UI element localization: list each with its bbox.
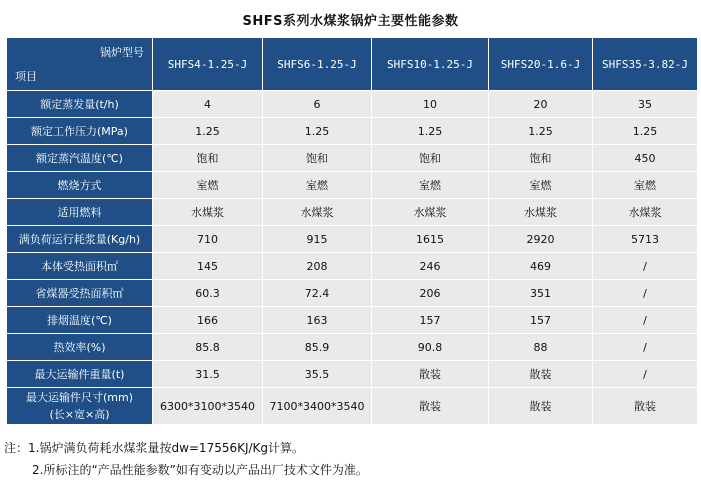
value-cell: 85.8 [153,334,263,361]
value-cell: 6300*3100*3540 [153,388,263,425]
table-row [7,253,698,280]
value-cell: 72.4 [263,280,372,307]
row-label-secondary: (长×宽×高) [49,408,110,421]
row-label-cell: 省煤器受热面积㎡ [7,280,153,307]
table-row [7,388,698,425]
value-cell: 20 [489,91,593,118]
table-row [7,199,698,226]
value-cell: 水煤浆 [489,199,593,226]
value-cell: 163 [263,307,372,334]
value-cell: 散装 [489,361,593,388]
value-cell: 饱和 [263,145,372,172]
row-label-cell: 满负荷运行耗浆量(Kg/h) [7,226,153,253]
value-cell: 1.25 [372,118,489,145]
row-label-cell: 额定蒸发量(t/h) [7,91,153,118]
value-cell: 88 [489,334,593,361]
model-header-5: SHFS35-3.82-J [593,38,698,91]
value-cell: 469 [489,253,593,280]
note-2: 2.所标注的“产品性能参数”如有变动以产品出厂技术文件为准。 [32,463,368,477]
table-row [7,118,698,145]
value-cell: 35 [593,91,698,118]
table-row [7,145,698,172]
row-label-cell [7,388,153,425]
value-cell: 室燃 [153,172,263,199]
model-header-2: SHFS6-1.25-J [263,38,372,91]
value-cell: 室燃 [372,172,489,199]
value-cell: 915 [263,226,372,253]
item-header-label: 项目 [15,70,37,83]
value-cell: 710 [153,226,263,253]
value-cell: 206 [372,280,489,307]
row-label-cell: 额定蒸汽温度(℃) [7,145,153,172]
model-header-label: 锅炉型号 [100,46,144,59]
value-cell: 室燃 [593,172,698,199]
value-cell: 散装 [372,388,489,425]
row-label-cell: 燃烧方式 [7,172,153,199]
value-cell: / [593,307,698,334]
row-label-cell: 适用燃料 [7,199,153,226]
value-cell: 351 [489,280,593,307]
value-cell: 散装 [489,388,593,425]
value-cell: 水煤浆 [593,199,698,226]
value-cell: / [593,280,698,307]
value-cell: 6 [263,91,372,118]
value-cell: / [593,361,698,388]
value-cell: 246 [372,253,489,280]
value-cell: 1.25 [489,118,593,145]
value-cell: 饱和 [372,145,489,172]
value-cell: 1.25 [263,118,372,145]
table-row [7,172,698,199]
value-cell: 室燃 [263,172,372,199]
value-cell: 水煤浆 [263,199,372,226]
value-cell: 145 [153,253,263,280]
value-cell: 60.3 [153,280,263,307]
page-title: SHFS系列水煤浆锅炉主要性能参数 [242,14,459,29]
value-cell: 1615 [372,226,489,253]
value-cell: 450 [593,145,698,172]
value-cell: 室燃 [489,172,593,199]
value-cell: 157 [489,307,593,334]
note-1: 注：1.锅炉满负荷耗水煤浆量按dw=17556KJ/Kg计算。 [4,441,305,455]
value-cell: 166 [153,307,263,334]
value-cell: 饱和 [153,145,263,172]
model-header-1: SHFS4-1.25-J [153,38,263,91]
table-row [7,280,698,307]
value-cell: 85.9 [263,334,372,361]
row-label-cell: 最大运输件重量(t) [7,361,153,388]
value-cell: 2920 [489,226,593,253]
header-row [7,38,698,91]
model-header-4: SHFS20-1.6-J [489,38,593,91]
table-row [7,334,698,361]
value-cell: 水煤浆 [153,199,263,226]
parameters-table [6,37,698,425]
value-cell: / [593,253,698,280]
row-label-cell: 本体受热面积㎡ [7,253,153,280]
value-cell: 饱和 [489,145,593,172]
table-row [7,307,698,334]
corner-header-cell [7,38,153,91]
row-label: 最大运输件尺寸(mm) [25,391,133,404]
notes [4,437,368,481]
table-row [7,361,698,388]
value-cell: 90.8 [372,334,489,361]
value-cell: 4 [153,91,263,118]
row-label-cell: 额定工作压力(MPa) [7,118,153,145]
value-cell: / [593,334,698,361]
value-cell: 208 [263,253,372,280]
value-cell: 10 [372,91,489,118]
value-cell: 31.5 [153,361,263,388]
table-body [7,91,698,425]
value-cell: 157 [372,307,489,334]
table-row [7,226,698,253]
table-row [7,91,698,118]
value-cell: 7100*3400*3540 [263,388,372,425]
value-cell: 散装 [372,361,489,388]
row-label-cell: 热效率(%) [7,334,153,361]
value-cell: 散装 [593,388,698,425]
value-cell: 5713 [593,226,698,253]
value-cell: 35.5 [263,361,372,388]
value-cell: 水煤浆 [372,199,489,226]
value-cell: 1.25 [593,118,698,145]
row-label-cell: 排烟温度(℃) [7,307,153,334]
value-cell: 1.25 [153,118,263,145]
model-header-3: SHFS10-1.25-J [372,38,489,91]
